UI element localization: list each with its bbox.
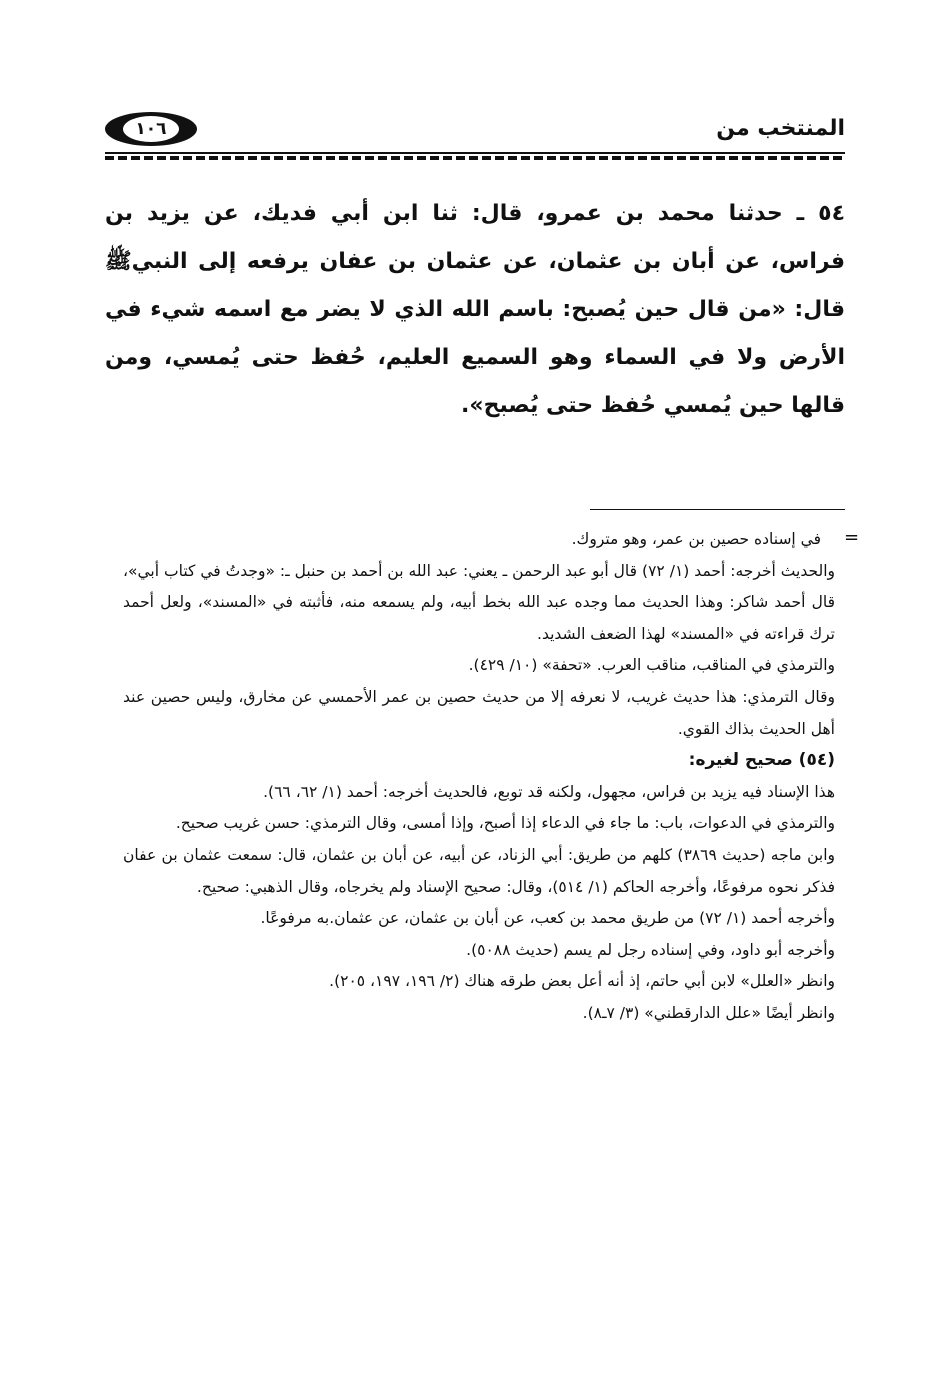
running-title: المنتخب من: [716, 116, 845, 141]
footnote-line: وقال الترمذي: هذا حديث غريب، لا نعرفه إلا من حديث حصين بن عمر الأحمسي عن مخارق، وليس حصين عند أهل الحديث بذاك القوي.: [123, 687, 835, 738]
grade-heading: (٥٤) صحيح لغيره:: [688, 750, 835, 771]
page-number: ١٠٦: [123, 116, 179, 142]
grade-line: وانظر «العلل» لابن أبي حاتم، إذ أنه أعل بعض طرقه هناك (٢/ ١٩٦، ١٩٧، ٢٠٥).: [329, 972, 835, 991]
footnotes: [123, 524, 835, 1030]
page-header: [105, 108, 845, 158]
footnote-line: والحديث أخرجه: أحمد (١/ ٧٢) قال أبو عبد الرحمن ـ يعني: عبد الله بن أحمد بن حنبل ـ: «وجدتُ في كتاب أبي»، قال أحمد شاكر: وهذا الحديث مما وجده عبد الله بخط أبيه، ولم يسمعه منه، فأثبته في «المسند»، ولعل أحمد ترك قراءته في «المسند» لهذا الضعف الشديد.: [123, 561, 836, 643]
grade-line: وانظر أيضًا «علل الدارقطني» (٣/ ٧ـ٨).: [582, 1003, 835, 1022]
hadith-paragraph: ٥٤ ـ حدثنا محمد بن عمرو، قال: ثنا ابن أبي فديك، عن يزيد بن فراس، عن أبان بن عثمان، عن عثمان بن عفان يرفعه إلى النبيﷺ قال: «من قال حين يُصبح: باسم الله الذي لا يضر مع اسمه شيء في الأرض ولا في السماء وهو السميع العليم، حُفظ حتى يُمسي، ومن قالها حين يُمسي حُفظ حتى يُصبح».: [105, 201, 845, 418]
main-text: [105, 190, 845, 430]
footnote-line: والترمذي في المناقب، مناقب العرب. «تحفة» (١٠/ ٤٢٩).: [468, 656, 835, 675]
grade-line: والترمذي في الدعوات، باب: ما جاء في الدعاء إذا أصبح، وإذا أمسى، وقال الترمذي: حسن غريب صحيح.: [175, 814, 835, 833]
grade-line: وأخرجه أحمد (١/ ٧٢) من طريق محمد بن كعب، عن أبان بن عثمان، عن عثمان.به مرفوعًا.: [260, 909, 835, 928]
continuation-mark: =: [844, 527, 860, 548]
footnote-separator: [590, 509, 845, 510]
header-rule: [105, 152, 845, 161]
footnote-line: في إسناده حصين بن عمر، وهو متروك.: [571, 530, 821, 548]
page-number-badge: [105, 112, 197, 146]
grade-line: وأخرجه أبو داود، وفي إسناده رجل لم يسم (حديث ٥٠٨٨).: [466, 940, 835, 959]
grade-line: هذا الإسناد فيه يزيد بن فراس، مجهول، ولكنه قد توبع، فالحديث أخرجه: أحمد (١/ ٦٢، ٦٦).: [263, 782, 835, 801]
grade-line: وابن ماجه (حديث ٣٨٦٩) كلهم من طريق: أبي الزناد، عن أبيه، عن أبان بن عثمان، قال: سمعت عثمان بن عفان فذكر نحوه مرفوعًا، وأخرجه الحاكم (١/ ٥١٤)، وقال: صحيح الإسناد ولم يخرجاه، وقال الذهبي: صحيح.: [123, 845, 835, 896]
